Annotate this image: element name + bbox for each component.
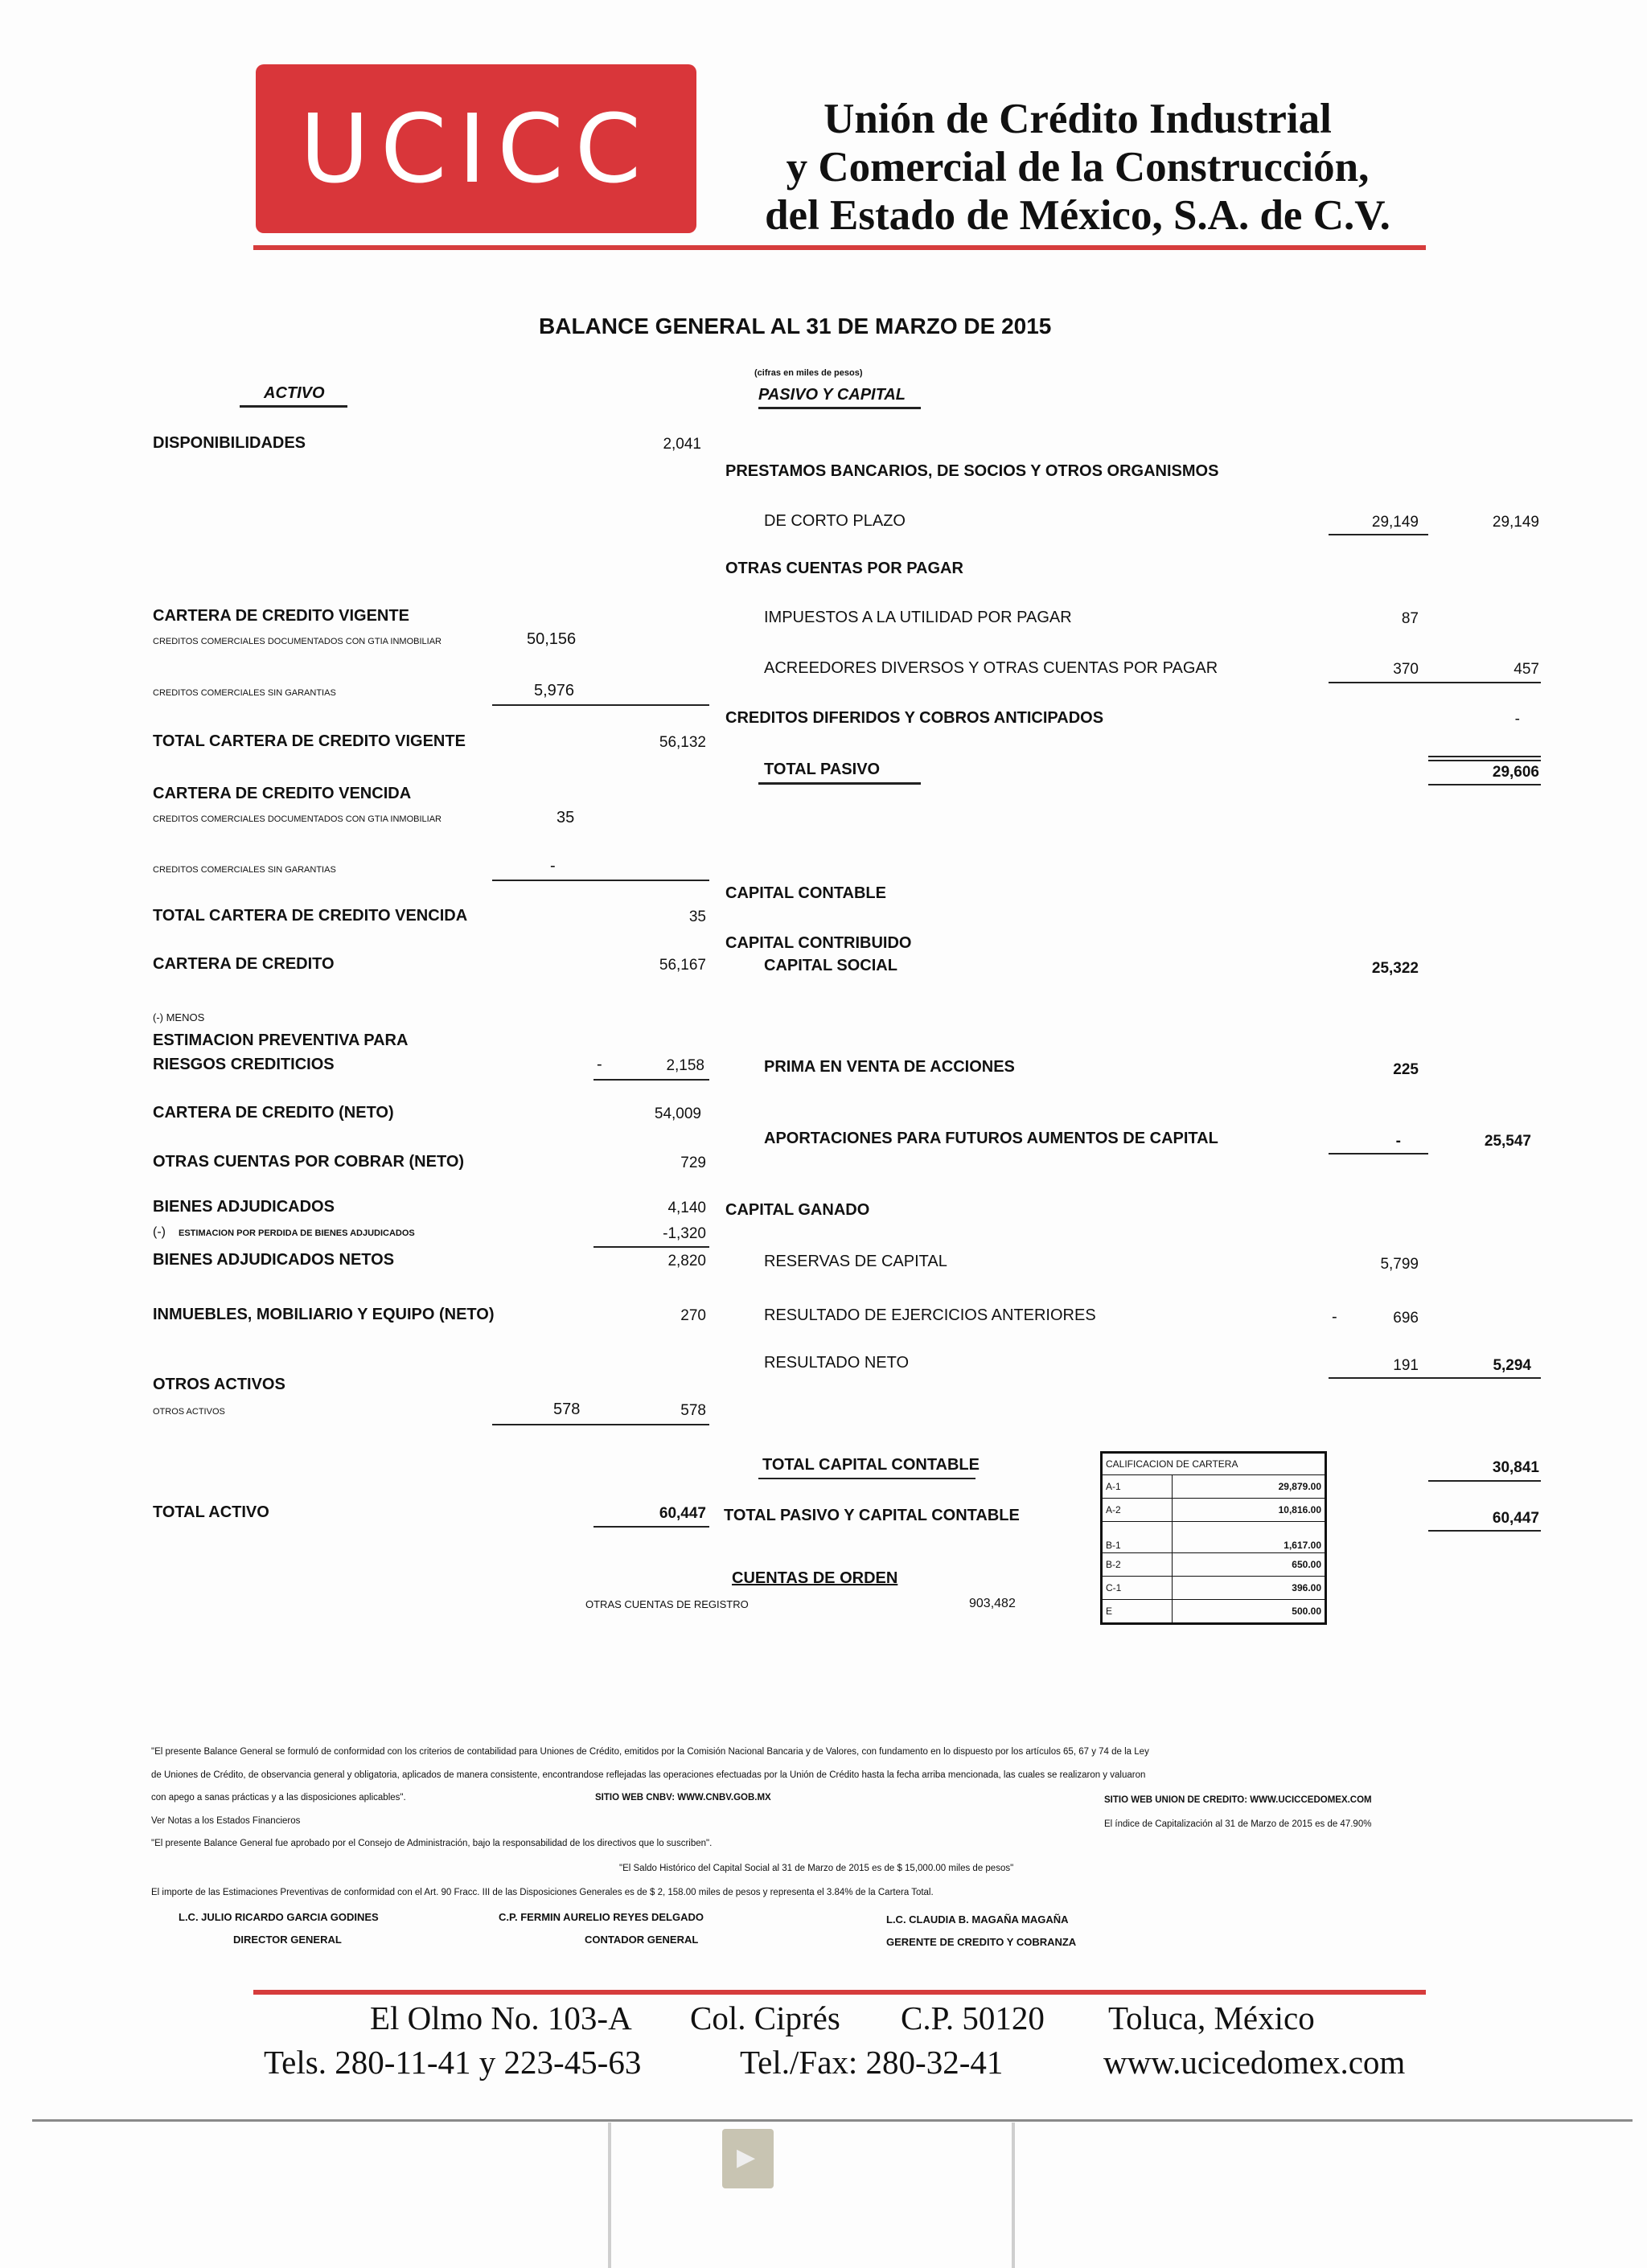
cartera-vencida-rule [492, 880, 709, 881]
cartera-vencida-item1-value: 35 [557, 809, 575, 826]
resultado-anteriores-sign: - [1332, 1308, 1337, 1326]
estimacion-sign: - [597, 1056, 602, 1073]
footer-tels: Tels. 280-11-41 y 223-45-63 [264, 2044, 642, 2081]
bienes-value: 4,140 [667, 1200, 706, 1216]
signature-title-contador: CONTADOR GENERAL [585, 1934, 699, 1946]
note-line2: de Uniones de Crédito, de observancia general y obligatoria, aplicados de manera consistente, encontrandose reflejadas las operaciones efectuadas por la Unión de Crédito hasta la fecha arriba mencionada, las cuales se realizaron y valuaron [151, 1770, 1146, 1780]
saldo-historico-note: "El Saldo Histórico del Capital Social al 31 de Marzo de 2015 es de $ 15,000.00 miles de pesos" [619, 1864, 1014, 1873]
cuentas-orden-value: 903,482 [969, 1597, 1016, 1610]
table-row [1102, 1600, 1326, 1624]
total-capital-value: 30,841 [1492, 1459, 1539, 1476]
estimacion-rule [593, 1079, 709, 1081]
diferidos-label: CREDITOS DIFERIDOS Y COBROS ANTICIPADOS [725, 709, 1104, 727]
corto-plazo-value1: 29,149 [1371, 514, 1419, 531]
corto-plazo-rule [1329, 534, 1428, 535]
acreedores-value2: 457 [1514, 661, 1539, 678]
calificacion-heading: CALIFICACION DE CARTERA [1102, 1453, 1326, 1475]
grade-cell: B-1 [1102, 1522, 1173, 1553]
resultado-anteriores-label: RESULTADO DE EJERCICIOS ANTERIORES [764, 1306, 1096, 1324]
document-title: BALANCE GENERAL AL 31 DE MARZO DE 2015 [539, 314, 1052, 338]
calificacion-table [1100, 1451, 1327, 1625]
aportaciones-value1: - [1395, 1133, 1401, 1150]
grade-cell: A-1 [1102, 1475, 1173, 1499]
footer-city: Toluca, México [1108, 1999, 1315, 2036]
total-cartera-vigente-value: 56,132 [659, 734, 706, 751]
cartera-credito-value: 56,167 [659, 957, 706, 974]
estimaciones-note: El importe de las Estimaciones Preventivas de conformidad con el Art. 90 Fracc. III de las Disposiciones Generales es de $ 2, 158.00 miles de pesos y representa el 3.84% de la Cartera Total. [151, 1888, 934, 1897]
footer-web: www.ucicedomex.com [1103, 2044, 1406, 2081]
cartera-vigente-item2-value: 5,976 [534, 682, 575, 699]
resultado-neto-rule2 [1428, 1377, 1541, 1379]
aportaciones-rule [1329, 1153, 1428, 1155]
otros-activos-sub-label: OTROS ACTIVOS [153, 1407, 225, 1417]
signature-name-contador: C.P. FERMIN AURELIO REYES DELGADO [499, 1911, 704, 1923]
sitio-cnbv: SITIO WEB CNBV: WWW.CNBV.GOB.MX [595, 1793, 771, 1803]
scan-edge-left [608, 2122, 611, 2268]
otros-activos-rule [492, 1424, 709, 1425]
table-row [1102, 1499, 1326, 1522]
footer-cp: C.P. 50120 [901, 1999, 1045, 2036]
otras-cxc-label: OTRAS CUENTAS POR COBRAR (NETO) [153, 1153, 465, 1171]
company-name-line2: y Comercial de la Construcción, [786, 144, 1370, 191]
cartera-credito-label: CARTERA DE CREDITO [153, 955, 335, 973]
corto-plazo-value2: 29,149 [1492, 514, 1539, 531]
activo-heading-rule [240, 405, 347, 408]
resultado-neto-label: RESULTADO NETO [764, 1354, 910, 1372]
total-cartera-vencida-label: TOTAL CARTERA DE CREDITO VENCIDA [153, 907, 468, 925]
reservas-value: 5,799 [1380, 1256, 1419, 1273]
otras-cxc-value: 729 [680, 1155, 706, 1171]
total-activo-value: 60,447 [659, 1505, 706, 1522]
resultado-neto-rule1 [1329, 1377, 1428, 1379]
company-logo [256, 64, 696, 233]
total-capital-label: TOTAL CAPITAL CONTABLE [762, 1456, 980, 1474]
disponibilidades-label: DISPONIBILIDADES [153, 434, 306, 452]
table-row [1102, 1553, 1326, 1577]
cartera-vigente-label: CARTERA DE CREDITO VIGENTE [153, 607, 409, 625]
bienes-netos-label: BIENES ADJUDICADOS NETOS [153, 1251, 395, 1269]
grade-cell: B-2 [1102, 1553, 1173, 1577]
otros-activos-value1: 578 [553, 1401, 581, 1418]
total-cartera-vigente-label: TOTAL CARTERA DE CREDITO VIGENTE [153, 732, 466, 750]
cartera-vigente-item2-label: CREDITOS COMERCIALES SIN GARANTIAS [153, 688, 336, 698]
film-icon [722, 2129, 774, 2188]
bienes-rule [593, 1246, 709, 1248]
cartera-vigente-rule [492, 704, 709, 706]
footer-colonia: Col. Ciprés [690, 1999, 840, 2036]
total-pasivo-capital-label: TOTAL PASIVO Y CAPITAL CONTABLE [724, 1507, 1020, 1524]
prestamos-label: PRESTAMOS BANCARIOS, DE SOCIOS Y OTROS ORGANISMOS [725, 462, 1219, 480]
cartera-vigente-item1-value: 50,156 [527, 630, 577, 648]
aprobado-note: "El presente Balance General fue aprobado por el Consejo de Administración, bajo la responsabilidad de los directivos que lo suscriben". [151, 1839, 713, 1848]
amount-cell: 500.00 [1173, 1600, 1326, 1624]
amount-cell: 1,617.00 [1173, 1522, 1326, 1553]
estimacion-value: 2,158 [666, 1057, 704, 1074]
total-pasivo-label: TOTAL PASIVO [764, 761, 881, 778]
grade-cell: C-1 [1102, 1577, 1173, 1600]
capital-contribuido-label: CAPITAL CONTRIBUIDO [725, 934, 912, 952]
amount-cell: 29,879.00 [1173, 1475, 1326, 1499]
estimacion-label-line2: RIESGOS CREDITICIOS [153, 1056, 335, 1073]
note-line3: con apego a sanas prácticas y a las disposiciones aplicables". [151, 1793, 406, 1803]
cartera-vencida-item2-value: - [550, 857, 556, 875]
otras-cxp-label: OTRAS CUENTAS POR PAGAR [725, 560, 963, 577]
footer-fax: Tel./Fax: 280-32-41 [740, 2044, 1004, 2081]
signature-name-gerente: L.C. CLAUDIA B. MAGAÑA MAGAÑA [886, 1913, 1069, 1926]
total-pasivo-value: 29,606 [1492, 764, 1539, 781]
total-cartera-vencida-value: 35 [688, 908, 706, 925]
capital-social-label: CAPITAL SOCIAL [764, 957, 897, 974]
company-name [756, 95, 1399, 240]
table-row [1102, 1577, 1326, 1600]
scan-bottom-rule [32, 2119, 1633, 2122]
footer-red-rule [253, 1990, 1426, 1995]
bienes-est-sign: (-) [153, 1225, 166, 1239]
estimacion-label-line1: ESTIMACION PREVENTIVA PARA [153, 1031, 409, 1049]
acreedores-rule1 [1329, 682, 1428, 683]
indice-capitalizacion: El índice de Capitalización al 31 de Marzo de 2015 es de 47.90% [1104, 1819, 1372, 1829]
aportaciones-value2: 25,547 [1484, 1133, 1531, 1150]
menos-label: (-) MENOS [153, 1011, 205, 1023]
impuestos-value: 87 [1401, 610, 1419, 627]
capital-ganado-label: CAPITAL GANADO [725, 1201, 870, 1219]
scan-edge-right [1012, 2122, 1015, 2268]
capital-contable-label: CAPITAL CONTABLE [725, 884, 886, 902]
prima-label: PRIMA EN VENTA DE ACCIONES [764, 1058, 1015, 1076]
prima-value: 225 [1393, 1061, 1419, 1078]
cuentas-orden-heading: CUENTAS DE ORDEN [732, 1569, 898, 1587]
activo-heading: ACTIVO [264, 384, 325, 402]
grade-cell: E [1102, 1600, 1173, 1624]
total-pasivo-capital-rule [1428, 1530, 1541, 1532]
table-row [1102, 1522, 1326, 1553]
cartera-neto-value: 54,009 [654, 1105, 701, 1122]
company-name-line1: Unión de Crédito Industrial [824, 96, 1332, 142]
bienes-netos-value: 2,820 [667, 1253, 706, 1269]
bienes-est-value: -1,320 [663, 1225, 706, 1242]
corto-plazo-label: DE CORTO PLAZO [764, 512, 906, 530]
amount-cell: 650.00 [1173, 1553, 1326, 1577]
ver-notas: Ver Notas a los Estados Financieros [151, 1816, 301, 1826]
total-pasivo-bottom-rule [1428, 784, 1541, 785]
amount-cell: 10,816.00 [1173, 1499, 1326, 1522]
bienes-est-label: ESTIMACION POR PERDIDA DE BIENES ADJUDICADOS [179, 1228, 415, 1238]
note-line1: "El presente Balance General se formuló de conformidad con los criterios de contabilidad para Uniones de Crédito, emitidos por la Comisión Nacional Bancaria y de Valores, con fundamento en lo dispuesto por los artículos 65, 67 y 74 de la Ley [151, 1747, 1149, 1757]
amount-cell: 396.00 [1173, 1577, 1326, 1600]
inmuebles-label: INMUEBLES, MOBILIARIO Y EQUIPO (NETO) [153, 1306, 495, 1323]
acreedores-label: ACREEDORES DIVERSOS Y OTRAS CUENTAS POR PAGAR [764, 659, 1218, 677]
total-pasivo-label-rule [758, 782, 921, 785]
resultado-anteriores-value: 696 [1393, 1310, 1419, 1327]
total-capital-rule [1428, 1480, 1541, 1482]
otros-activos-label: OTROS ACTIVOS [153, 1376, 285, 1393]
cartera-vigente-item1-label: CREDITOS COMERCIALES DOCUMENTADOS CON GTIA INMOBILIAR [153, 637, 442, 646]
total-pasivo-top-rule1 [1428, 756, 1541, 757]
diferidos-value: - [1514, 711, 1520, 728]
acreedores-value1: 370 [1393, 661, 1419, 678]
sitio-union: SITIO WEB UNION DE CREDITO: WWW.UCICCEDOMEX.COM [1104, 1795, 1372, 1805]
signature-title-gerente: GERENTE DE CREDITO Y COBRANZA [886, 1936, 1077, 1948]
total-activo-label: TOTAL ACTIVO [153, 1503, 269, 1521]
cuentas-orden-label: OTRAS CUENTAS DE REGISTRO [585, 1598, 749, 1610]
inmuebles-value: 270 [680, 1307, 706, 1324]
reservas-label: RESERVAS DE CAPITAL [764, 1253, 947, 1270]
acreedores-rule2 [1428, 682, 1541, 683]
bienes-label: BIENES ADJUDICADOS [153, 1198, 335, 1216]
table-row [1102, 1475, 1326, 1499]
total-pasivo-top-rule2 [1428, 760, 1541, 761]
capital-social-value: 25,322 [1371, 960, 1419, 977]
cartera-vencida-item1-label: CREDITOS COMERCIALES DOCUMENTADOS CON GTIA INMOBILIAR [153, 814, 442, 824]
aportaciones-label: APORTACIONES PARA FUTUROS AUMENTOS DE CAPITAL [764, 1130, 1218, 1147]
disponibilidades-value: 2,041 [663, 436, 701, 453]
footer-address: El Olmo No. 103-A [370, 1999, 632, 2036]
figures-note: (cifras en miles de pesos) [754, 368, 863, 378]
header-red-rule [253, 245, 1426, 250]
resultado-neto-value2: 5,294 [1493, 1357, 1531, 1374]
impuestos-label: IMPUESTOS A LA UTILIDAD POR PAGAR [764, 609, 1072, 626]
resultado-neto-value1: 191 [1393, 1357, 1419, 1374]
total-capital-label-rule [758, 1478, 975, 1479]
company-name-line3: del Estado de México, S.A. de C.V. [765, 192, 1390, 239]
pasivo-heading: PASIVO Y CAPITAL [758, 386, 906, 404]
grade-cell: A-2 [1102, 1499, 1173, 1522]
total-activo-rule [593, 1526, 709, 1528]
cartera-vencida-label: CARTERA DE CREDITO VENCIDA [153, 785, 412, 802]
pasivo-heading-rule [758, 407, 921, 409]
total-pasivo-capital-value: 60,447 [1492, 1510, 1539, 1527]
cartera-vencida-item2-label: CREDITOS COMERCIALES SIN GARANTIAS [153, 865, 336, 875]
otros-activos-value2: 578 [680, 1402, 706, 1419]
signature-title-director: DIRECTOR GENERAL [233, 1934, 342, 1946]
logo-text: UCICC [299, 93, 653, 204]
cartera-neto-label: CARTERA DE CREDITO (NETO) [153, 1104, 394, 1122]
signature-name-director: L.C. JULIO RICARDO GARCIA GODINES [179, 1911, 379, 1923]
